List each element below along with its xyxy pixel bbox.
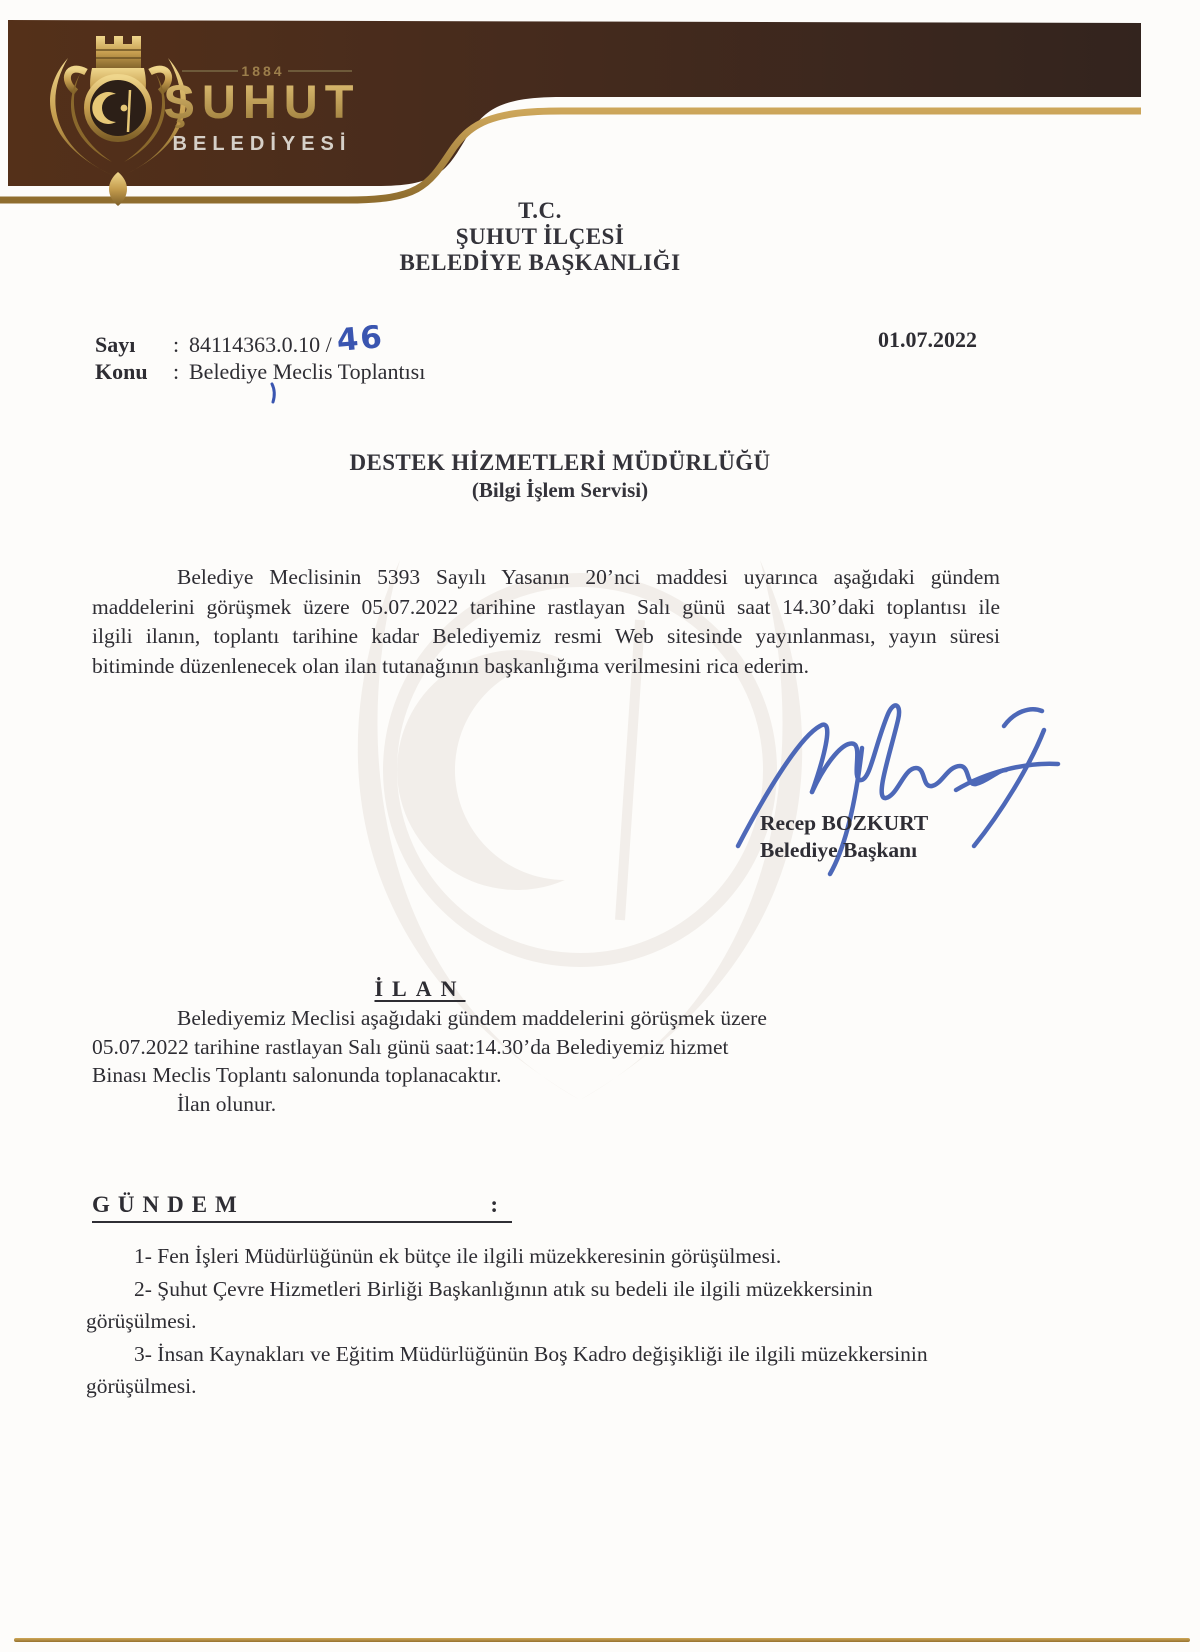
agenda-item: 3- İnsan Kaynakları ve Eğitim Müdürlüğünün Boş Kadro değişikliği ile ilgili müzekkersinin görüşülmesi.	[86, 1341, 928, 1398]
gundem-heading	[92, 1192, 512, 1223]
district-label: ŞUHUT İLÇESİ	[455, 224, 625, 249]
signer-block	[760, 810, 1020, 864]
body-line: maddelerini görüşmek üzere 05.07.2022 tarihine rastlayan Salı günü saat 14.30’daki toplantısı ile	[92, 594, 1000, 619]
mayoralty-label: BELEDİYE BAŞKANLIĞI	[399, 250, 681, 275]
signer-title: Belediye Başkanı	[760, 838, 918, 862]
ilan-line: Binası Meclis Toplantı salonunda toplanacaktır.	[92, 1063, 502, 1087]
agenda-item: 2- Şuhut Çevre Hizmetleri Birliği Başkanlığının atık su bedeli ile ilgili müzekkersinin görüşülmesi.	[86, 1276, 873, 1333]
gundem-colon: :	[490, 1192, 498, 1217]
footer-gold-rule	[14, 1638, 1190, 1642]
konu-label: Konu	[95, 359, 148, 384]
ink-mark-icon	[260, 380, 290, 410]
department-title: DESTEK HİZMETLERİ MÜDÜRLÜĞÜ	[349, 450, 771, 475]
konu-value: Belediye Meclis Toplantısı	[189, 359, 426, 384]
body-line: ilgili ilanın, toplantı tarihine kadar Belediyemiz resmi Web sitesinde yayınlanması, yayın süresi	[92, 624, 1000, 648]
ilan-line: İlan olunur.	[177, 1091, 277, 1116]
ilan-paragraph	[92, 1004, 822, 1118]
ilan-line: Belediyemiz Meclisi aşağıdaki gündem maddelerini görüşmek üzere	[177, 1006, 767, 1030]
ilan-heading: İLAN	[374, 976, 466, 1001]
department-subtitle: (Bilgi İşlem Servisi)	[471, 478, 649, 502]
sayi-colon: :	[173, 332, 180, 357]
body-line: bitiminde düzenlenecek olan ilan tutanağının başkanlığıma verilmesini rica ederim.	[92, 653, 810, 678]
signer-name: Recep BOZKURT	[760, 811, 929, 835]
document-date: 01.07.2022	[878, 327, 977, 352]
konu-colon: :	[173, 359, 180, 384]
gundem-label: GÜNDEM	[92, 1192, 245, 1217]
letterhead-block	[190, 198, 890, 276]
agenda-list	[86, 1240, 1026, 1403]
founded-year-text: 1884	[241, 63, 285, 79]
request-paragraph	[92, 563, 1000, 681]
sayi-row	[95, 319, 386, 360]
city-name-text: ŞUHUT	[163, 75, 361, 128]
org-name-text: BELEDİYESİ	[172, 133, 352, 155]
ilan-line: 05.07.2022 tarihine rastlayan Salı günü saat:14.30’da Belediyemiz hizmet	[92, 1034, 729, 1059]
sayi-value: 84114363.0.10 /	[189, 332, 332, 357]
agenda-item: 1- Fen İşleri Müdürlüğünün ek bütçe ile ilgili müzekkeresinin görüşülmesi.	[134, 1244, 782, 1268]
republic-label: T.C.	[518, 198, 562, 223]
sayi-handwritten-number: 46	[335, 319, 386, 359]
sayi-label: Sayı	[95, 332, 136, 357]
body-line: Belediye Meclisinin 5393 Sayılı Yasanın 20’nci maddesi uyarınca aşağıdaki gündem	[177, 565, 1000, 589]
